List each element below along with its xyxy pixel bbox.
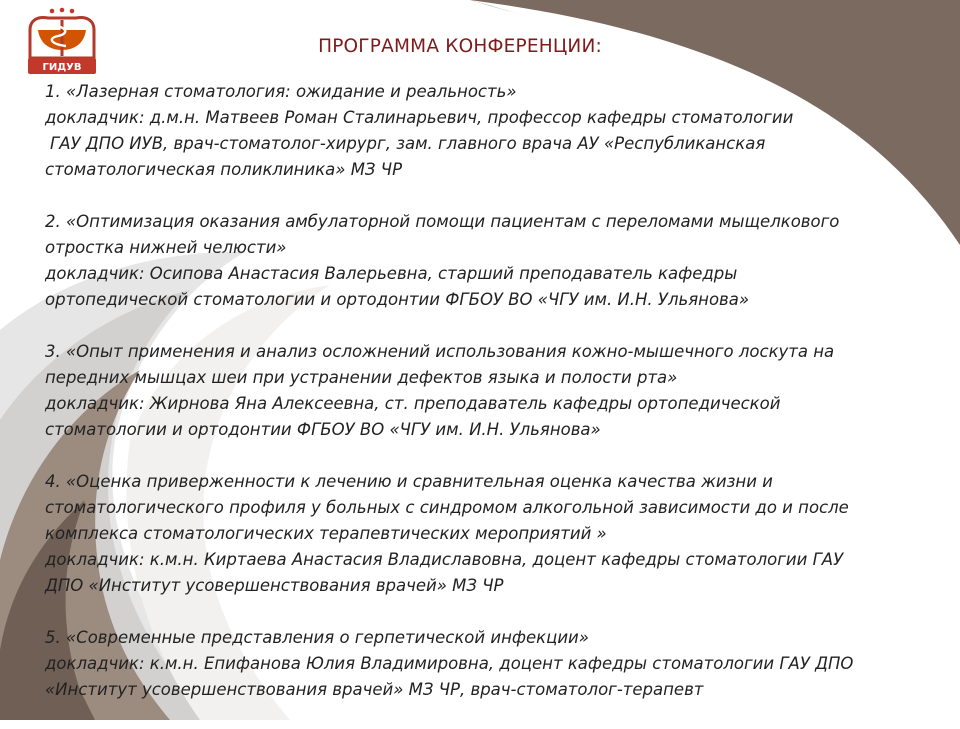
item-line: 4. «Оценка приверженности к лечению и сравнительная оценка качества жизни и bbox=[45, 472, 773, 491]
item-line: ортопедической стоматологии и ортодонтии ФГБОУ ВО «ЧГУ им. И.Н. Ульянова» bbox=[45, 290, 750, 309]
item-line: докладчик: Осипова Анастасия Валерьевна, старший преподаватель кафедры bbox=[45, 264, 738, 283]
item-line: 1. «Лазерная стоматология: ожидание и реальность» bbox=[45, 82, 517, 101]
logo-dot-icon bbox=[60, 8, 65, 13]
program-item-2 bbox=[45, 209, 925, 313]
item-line: 3. «Опыт применения и анализ осложнений использования кожно-мышечного лоскута на bbox=[45, 342, 835, 361]
item-line: ГАУ ДПО ИУВ, врач-стоматолог-хирург, зам. главного врача АУ «Республиканская bbox=[50, 134, 766, 153]
logo-dot-icon bbox=[50, 9, 55, 14]
item-line: стоматологии и ортодонтии ФГБОУ ВО «ЧГУ им. И.Н. Ульянова» bbox=[45, 420, 601, 439]
item-line: 5. «Современные представления о герпетической инфекции» bbox=[45, 628, 589, 647]
item-line: ДПО «Институт усовершенствования врачей» МЗ ЧР bbox=[45, 576, 504, 595]
item-line: докладчик: д.м.н. Матвеев Роман Сталинарьевич, профессор кафедры стоматологии bbox=[45, 108, 794, 127]
item-line: передних мышцах шеи при устранении дефектов языка и полости рта» bbox=[45, 368, 678, 387]
program-item-4 bbox=[45, 469, 925, 599]
item-line: комплекса стоматологических терапевтических мероприятий » bbox=[45, 524, 607, 543]
logo-text: ГИДУВ bbox=[42, 62, 82, 73]
item-line: «Институт усовершенствования врачей» МЗ ЧР, врач-стоматолог-терапевт bbox=[45, 680, 704, 699]
page-title: ПРОГРАММА КОНФЕРЕНЦИИ: bbox=[318, 36, 602, 57]
item-line: отростка нижней челюсти» bbox=[45, 238, 287, 257]
logo-dot-icon bbox=[70, 9, 75, 14]
program-list bbox=[45, 79, 925, 729]
item-line: докладчик: Жирнова Яна Алексеевна, ст. преподаватель кафедры ортопедической bbox=[45, 394, 781, 413]
item-line: докладчик: к.м.н. Епифанова Юлия Владимировна, доцент кафедры стоматологии ГАУ ДПО bbox=[45, 654, 854, 673]
item-line: стоматологического профиля у больных с синдромом алкогольной зависимости до и после bbox=[45, 498, 849, 517]
program-item-3 bbox=[45, 339, 925, 443]
program-item-1 bbox=[45, 79, 925, 183]
item-line: докладчик: к.м.н. Киртаева Анастасия Владиславовна, доцент кафедры стоматологии ГАУ bbox=[45, 550, 844, 569]
program-item-5 bbox=[45, 625, 925, 703]
item-line: 2. «Оптимизация оказания амбулаторной помощи пациентам с переломами мыщелкового bbox=[45, 212, 840, 231]
item-line: стоматологическая поликлиника» МЗ ЧР bbox=[45, 160, 403, 179]
